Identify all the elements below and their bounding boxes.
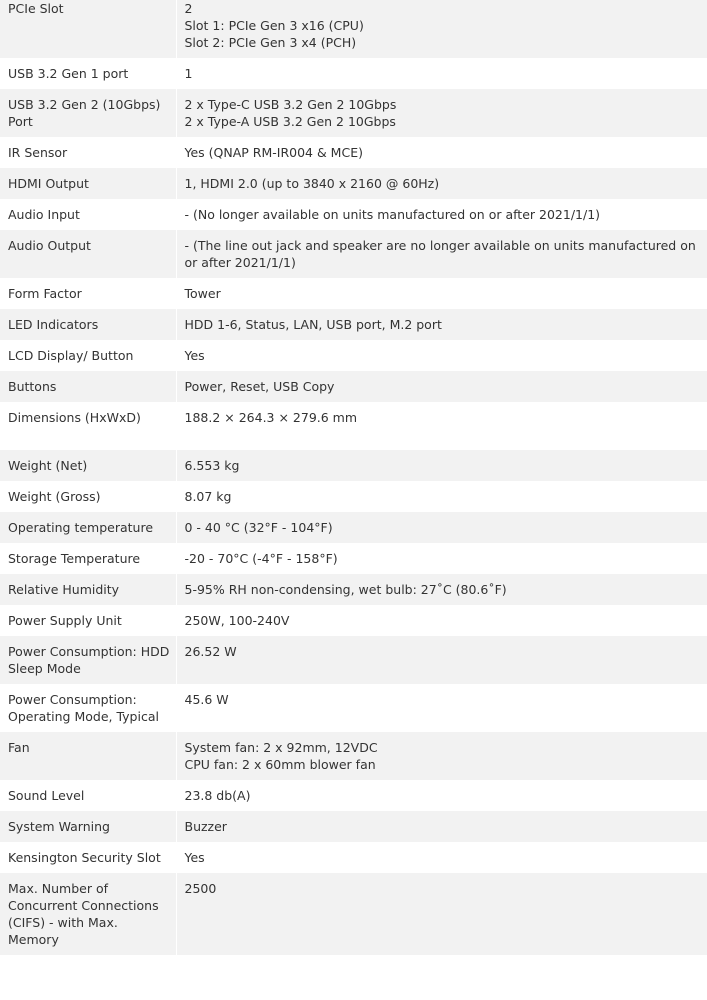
spec-row-kensington [0,842,707,873]
spec-label: Audio Output [0,230,176,278]
spec-value-line: CPU fan: 2 x 60mm blower fan [184,757,376,772]
spec-row-sound-level [0,780,707,811]
spec-row-power-supply [0,605,707,636]
spec-value [176,230,707,278]
spec-value-line: Yes [184,348,205,363]
spec-value [176,0,707,58]
spec-label: IR Sensor [0,137,176,168]
spec-value [176,873,707,955]
spec-value-line: 26.52 W [184,644,237,659]
spec-value-line: 5-95% RH non-condensing, wet bulb: 27˚C (80.6˚F) [184,582,507,597]
spec-row-pcie-slot [0,0,707,58]
spec-value-line: Yes (QNAP RM-IR004 & MCE) [184,145,363,160]
spec-label: System Warning [0,811,176,842]
spec-label: Form Factor [0,278,176,309]
spec-value [176,278,707,309]
spec-label: Relative Humidity [0,574,176,605]
spec-value-line: 250W, 100-240V [184,613,290,628]
spec-label: Audio Input [0,199,176,230]
spec-value [176,605,707,636]
spec-value-line: -20 - 70°C (-4°F - 158°F) [184,551,338,566]
spec-value [176,780,707,811]
spec-row-dimensions [0,402,707,450]
spec-label: PCIe Slot [0,0,176,58]
spec-value [176,574,707,605]
spec-value-line: 2 x Type-C USB 3.2 Gen 2 10Gbps [184,97,397,112]
spec-label: HDMI Output [0,168,176,199]
spec-row-max-connections [0,873,707,955]
spec-value-line: - (No longer available on units manufactured on or after 2021/1/1) [184,207,601,222]
spec-value-line: 0 - 40 °C (32°F - 104°F) [184,520,333,535]
spec-value [176,89,707,137]
spec-label: Fan [0,732,176,780]
spec-value [176,309,707,340]
spec-label: LED Indicators [0,309,176,340]
spec-value [176,340,707,371]
spec-value [176,402,707,450]
spec-row-weight-gross [0,481,707,512]
spec-value-line: Tower [184,286,221,301]
spec-value [176,684,707,732]
spec-row-ir-sensor [0,137,707,168]
spec-value-line: 2500 [184,881,217,896]
spec-row-usb-gen1 [0,58,707,89]
spec-value-line: 23.8 db(A) [184,788,251,803]
spec-value-line: 1, HDMI 2.0 (up to 3840 x 2160 @ 60Hz) [184,176,440,191]
spec-value-line: 6.553 kg [184,458,240,473]
spec-label: Power Consumption: HDD Sleep Mode [0,636,176,684]
spec-value-line: 188.2 × 264.3 × 279.6 mm [184,410,358,425]
spec-row-audio-output [0,230,707,278]
spec-label: USB 3.2 Gen 1 port [0,58,176,89]
spec-value [176,732,707,780]
spec-label: Buttons [0,371,176,402]
spec-row-operating-temperature [0,512,707,543]
spec-value-line: Power, Reset, USB Copy [184,379,335,394]
spec-label: Power Supply Unit [0,605,176,636]
spec-row-fan [0,732,707,780]
spec-value-line: - (The line out jack and speaker are no longer available on units manufactured on or after 2021/1/1) [184,238,696,270]
spec-row-relative-humidity [0,574,707,605]
spec-row-audio-input [0,199,707,230]
spec-label: Weight (Net) [0,450,176,481]
spec-row-buttons [0,371,707,402]
spec-value [176,481,707,512]
spec-value-line: 2 [184,1,193,16]
spec-label: USB 3.2 Gen 2 (10Gbps) Port [0,89,176,137]
spec-label: Max. Number of Concurrent Connections (CIFS) - with Max. Memory [0,873,176,955]
spec-value [176,371,707,402]
spec-value [176,450,707,481]
spec-row-system-warning [0,811,707,842]
spec-value-line: HDD 1-6, Status, LAN, USB port, M.2 port [184,317,442,332]
spec-row-led-indicators [0,309,707,340]
spec-value [176,512,707,543]
spec-value-line: Yes [184,850,205,865]
spec-value [176,137,707,168]
spec-value [176,199,707,230]
spec-value-line: 1 [184,66,193,81]
spec-label: Storage Temperature [0,543,176,574]
spec-value [176,58,707,89]
spec-row-hdmi-output [0,168,707,199]
spec-value-line: System fan: 2 x 92mm, 12VDC [184,740,378,755]
spec-value-line: Slot 1: PCIe Gen 3 x16 (CPU) [184,18,364,33]
spec-label: Kensington Security Slot [0,842,176,873]
spec-row-lcd-display [0,340,707,371]
spec-label: Power Consumption: Operating Mode, Typical [0,684,176,732]
spec-value [176,636,707,684]
spec-label: Dimensions (HxWxD) [0,402,176,450]
spec-label: Operating temperature [0,512,176,543]
spec-row-form-factor [0,278,707,309]
spec-value-line: 2 x Type-A USB 3.2 Gen 2 10Gbps [184,114,396,129]
spec-value-line: Slot 2: PCIe Gen 3 x4 (PCH) [184,35,357,50]
spec-value-line: Buzzer [184,819,227,834]
spec-value-line: 8.07 kg [184,489,232,504]
spec-value-line: 45.6 W [184,692,229,707]
spec-label: Weight (Gross) [0,481,176,512]
spec-row-storage-temperature [0,543,707,574]
spec-value [176,811,707,842]
spec-value [176,168,707,199]
spec-row-usb-gen2 [0,89,707,137]
spec-row-power-operating [0,684,707,732]
spec-value [176,842,707,873]
spec-row-power-sleep [0,636,707,684]
spec-label: LCD Display/ Button [0,340,176,371]
spec-value [176,543,707,574]
spec-label: Sound Level [0,780,176,811]
spec-row-weight-net [0,450,707,481]
